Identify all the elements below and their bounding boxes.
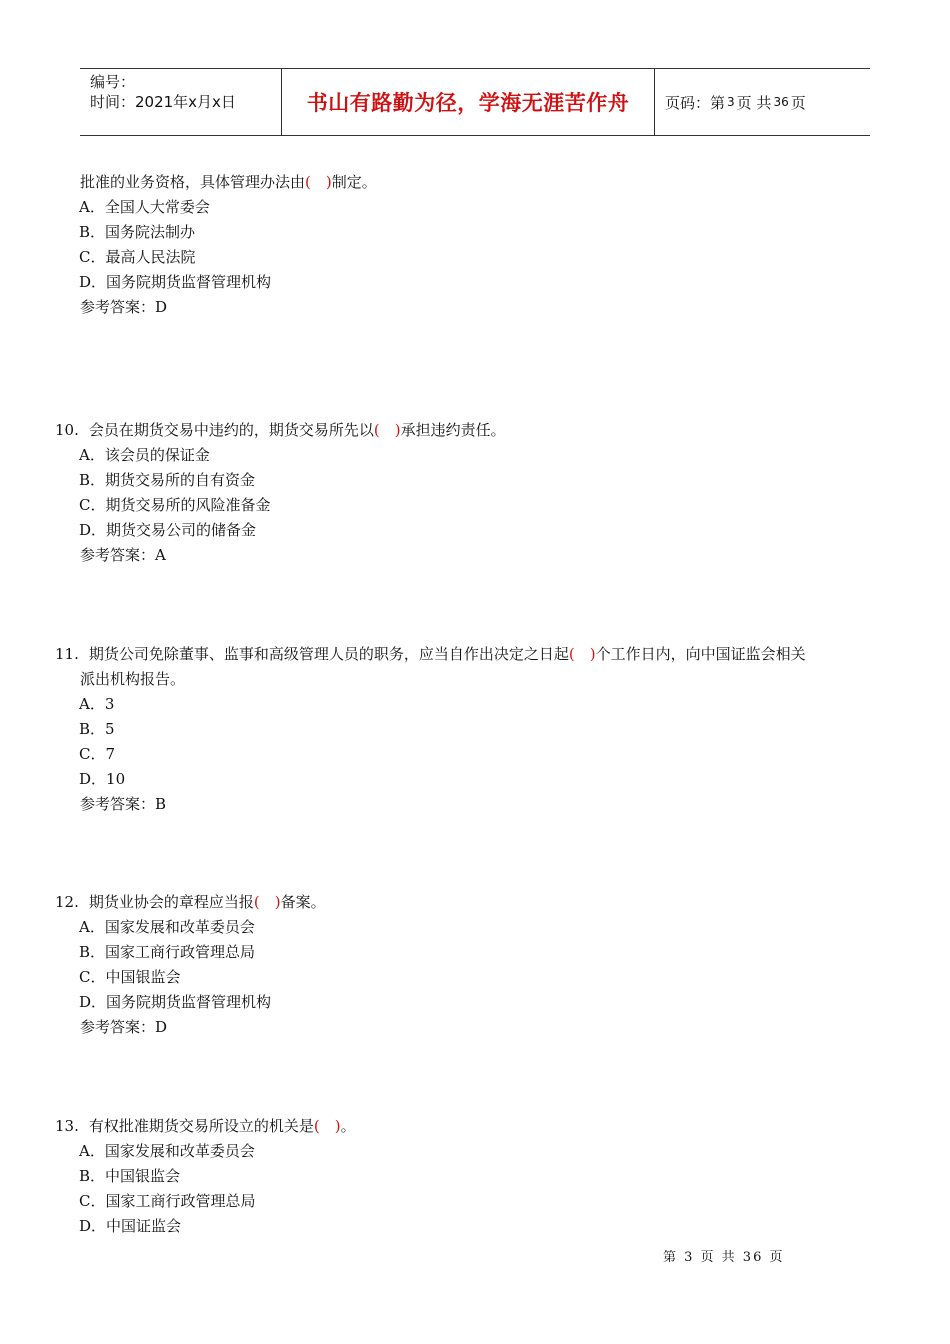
page-header [80,68,870,136]
stem-text: 。 [340,1117,356,1135]
option-item: A．国家发展和改革委员会 [79,1142,255,1160]
question-stem [80,669,185,689]
reference-answer: 参考答案：D [80,1018,168,1036]
answer-blank: ( ) [313,1117,341,1135]
option-item: D．国务院期货监督管理机构 [79,993,272,1011]
option-item: D．国务院期货监督管理机构 [79,273,272,291]
option-item: A．全国人大常委会 [79,198,210,216]
reference-answer: 参考答案：D [80,298,168,316]
question-stem [55,1116,356,1136]
option-item: B．5 [79,720,115,738]
option-item: D．期货交易公司的储备金 [79,521,257,539]
option-item: A．该会员的保证金 [79,446,210,464]
option-item: B．中国银监会 [79,1167,181,1185]
option-item: C．最高人民法院 [79,248,196,266]
question-number: 11. [55,645,79,663]
time-label: 时间：2021年x月x日 [90,93,236,111]
question-stem [55,892,326,912]
question-stem [55,644,806,664]
answer-blank: ( ) [568,645,596,663]
header-page-info [655,69,870,135]
option-item: D．中国证监会 [79,1217,182,1235]
option-item: C．7 [79,745,116,763]
stem-text: 个工作日内，向中国证监会相关 [595,645,806,663]
question-number: 13. [55,1117,79,1135]
stem-text: 期货业协会的章程应当报 [88,893,254,911]
page-suffix: 页 [790,93,806,112]
option-item: D．10 [79,770,126,788]
option-item: A．3 [79,695,115,713]
stem-text: 派出机构报告。 [80,670,186,688]
option-item: C．国家工商行政管理总局 [79,1192,256,1210]
question-number: 10. [55,421,79,439]
page-middle: 页 共 [736,93,772,112]
question-number: 12. [55,893,79,911]
page-footer: 第 3 页 共 36 页 [663,1250,785,1265]
option-item: A．国家发展和改革委员会 [79,918,255,936]
stem-text: 有权批准期货交易所设立的机关是 [88,1117,314,1135]
option-item: B．国务院法制办 [79,223,196,241]
option-item: B．国家工商行政管理总局 [79,943,256,961]
header-meta [80,69,282,135]
option-item: C．期货交易所的风险准备金 [79,496,271,514]
answer-blank: ( ) [305,173,332,191]
answer-blank: ( ) [253,893,281,911]
option-item: C．中国银监会 [79,968,181,986]
stem-text: 制定。 [331,173,377,191]
question-stem [80,172,377,192]
page-prefix: 页码：第 [665,93,726,112]
reference-answer: 参考答案：A [80,546,166,564]
stem-text: 备案。 [280,893,326,911]
option-item: B．期货交易所的自有资金 [79,471,256,489]
stem-text: 会员在期货交易中违约的，期货交易所先以 [88,421,374,439]
stem-text: 承担违约责任。 [400,421,506,439]
page-current: 3 [727,95,735,109]
stem-text: 批准的业务资格，具体管理办法由 [80,173,306,191]
question-stem [55,420,506,440]
page-total: 36 [773,95,789,109]
header-motto: 书山有路勤为径，学海无涯苦作舟 [282,69,655,135]
number-label: 编号： [90,73,136,91]
stem-text: 期货公司免除董事、监事和高级管理人员的职务，应当自作出决定之日起 [88,645,569,663]
reference-answer: 参考答案：B [80,795,167,813]
answer-blank: ( ) [373,421,401,439]
